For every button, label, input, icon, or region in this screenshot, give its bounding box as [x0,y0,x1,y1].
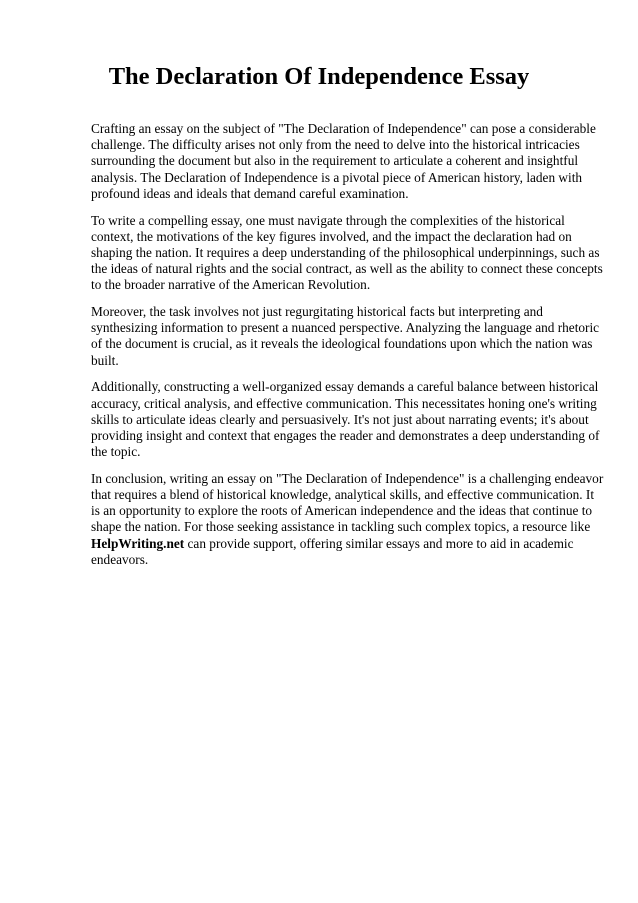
paragraph-1: Crafting an essay on the subject of "The Declaration of Independence" can pose a considerable challenge. The difficulty arises not only from the need to delve into the historical intricacies surrounding the document but also in the requirement to articulate a coherent and insightful analysis. The Declaration of Independence is a pivotal piece of American history, laden with profound ideas and ideals that demand careful examination. [91,121,596,201]
conclusion-text-end: can provide support, offering similar essays and more to aid in academic endeavors. [91,535,574,567]
paragraph-2: To write a compelling essay, one must navigate through the complexities of the historical context, the motivations of the key figures involved, and the impact the declaration had on shaping the nation. It requires a deep understanding of the philosophical underpinnings, such as the ideas of natural rights and the social contract, as well as the ability to connect these concepts to the broader narrative of the American Revolution. [91,212,603,293]
conclusion-text-start: In conclusion, writing an essay on "The Declaration of Independence" is a challenging endeavor that requires a blend of historical knowledge, analytical skills, and effective communication. It is an opportunity to explore the roots of American independence and the ideas that continue to shape the nation. For those seeking assistance in tackling such complex topics, a resource like [91,470,604,535]
paragraph-3: Moreover, the task involves not just regurgitating historical facts but interpreting and synthesizing information to present a nuanced perspective. Analyzing the language and rhetoric of the document is crucial, as it reveals the ideological foundations upon which the nation was built. [91,304,600,368]
brand-name: HelpWriting.net [91,535,185,551]
paragraph-4: Additionally, constructing a well-organized essay demands a careful balance between historical accuracy, critical analysis, and effective communication. This necessitates honing one's writing skills to articulate ideas clearly and persuasively. It's not just about narrating events; it's about providing insight and context that engages the reader and demonstrates a deep understanding of the topic. [91,379,600,460]
essay-body [91,121,606,579]
page-title: The Declaration Of Independence Essay [108,63,530,90]
paragraph-conclusion [91,471,606,568]
